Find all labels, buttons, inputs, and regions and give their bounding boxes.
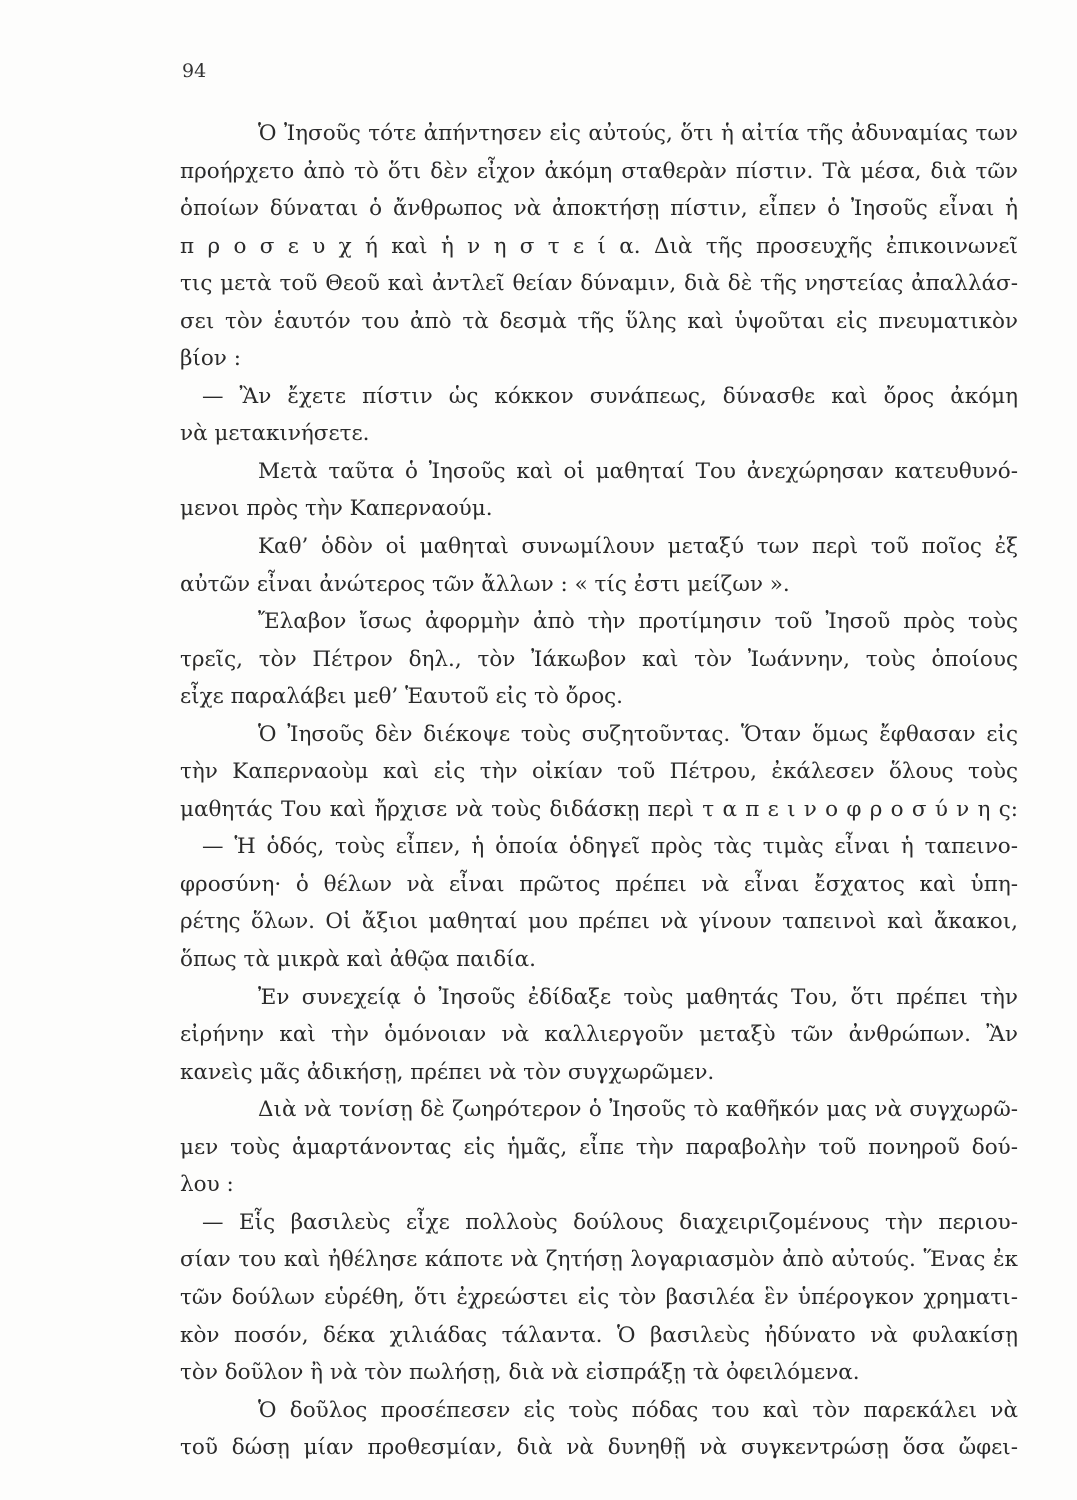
text-line: — Ἡ ὁδός, τοὺς εἶπεν, ἡ ὁποία ὁδηγεῖ πρὸς τὰς τιμὰς εἶναι ἡ ταπεινο- [202,834,1018,860]
text-line: Ἔλαβον ἴσως ἀφορμὴν ἀπὸ τὴν προτίμησιν τοῦ Ἰησοῦ πρὸς τοὺς [258,609,1018,635]
text-line: μαθητάς Του καὶ ἤρχισε νὰ τοὺς διδάσκῃ περὶ τ α π ε ι ν ο φ ρ ο σ ύ ν η ς: [180,796,1018,822]
text-line: σει τὸν ἑαυτόν του ἀπὸ τὰ δεσμὰ τῆς ὕλης καὶ ὑψοῦται εἰς πνευματικὸν [180,308,1018,334]
text-line: π ρ ο σ ε υ χ ή καὶ ἡ ν η σ τ ε ί α. Διὰ τῆς προσευχῆς ἐπικοινωνεῖ [180,233,1018,259]
text-line: νὰ μετακινήσετε. [180,421,370,447]
text-line: τις μετὰ τοῦ Θεοῦ καὶ ἀντλεῖ θείαν δύναμιν, διὰ δὲ τῆς νηστείας ἀπαλλάσ- [180,271,1018,297]
text-line: ρέτης ὅλων. Οἱ ἄξιοι μαθηταί μου πρέπει νὰ γίνουν ταπεινοὶ καὶ ἄκακοι, [180,909,1018,935]
text-line: εἶχε παραλάβει μεθ’ Ἑαυτοῦ εἰς τὸ ὄρος. [180,684,624,710]
text-line: κὸν ποσόν, δέκα χιλιάδας τάλαντα. Ὁ βασιλεὺς ἠδύνατο νὰ φυλακίσῃ [180,1322,1018,1348]
text-line: τὸν δοῦλον ἢ νὰ τὸν πωλήσῃ, διὰ νὰ εἰσπράξῃ τὰ ὀφειλόμενα. [180,1360,860,1386]
text-line: Ὁ Ἰησοῦς δὲν διέκοψε τοὺς συζητοῦντας. Ὅταν ὅμως ἔφθασαν εἰς [258,721,1018,747]
page-number: 94 [182,60,207,82]
body-text [180,115,1018,1467]
text-line: τρεῖς, τὸν Πέτρον δηλ., τὸν Ἰάκωβον καὶ τὸν Ἰωάννην, τοὺς ὁποίους [180,646,1018,672]
text-line: Ἐν συνεχείᾳ ὁ Ἰησοῦς ἐδίδαξε τοὺς μαθητάς Του, ὅτι πρέπει τὴν [258,984,1018,1010]
text-line: Μετὰ ταῦτα ὁ Ἰησοῦς καὶ οἱ μαθηταί Του ἀνεχώρησαν κατευθυνό- [258,458,1018,484]
text-line: βίον : [180,346,241,372]
text-line: Διὰ νὰ τονίσῃ δὲ ζωηρότερον ὁ Ἰησοῦς τὸ καθῆκόν μας νὰ συγχωρῶ- [258,1097,1018,1123]
text-line: τῶν δούλων εὑρέθη, ὅτι ἐχρεώστει εἰς τὸν βασιλέα ἓν ὑπέρογκον χρηματι- [180,1284,1018,1310]
text-line: τοῦ δώσῃ μίαν προθεσμίαν, διὰ νὰ δυνηθῇ νὰ συγκεντρώσῃ ὅσα ὤφει- [180,1435,1018,1461]
text-line: Ὁ Ἰησοῦς τότε ἀπήντησεν εἰς αὐτούς, ὅτι ἡ αἰτία τῆς ἀδυναμίας των [258,121,1018,146]
text-line: Καθ’ ὁδὸν οἱ μαθηταὶ συνωμίλουν μεταξύ των περὶ τοῦ ποῖος ἐξ [258,534,1018,560]
text-line: μεν τοὺς ἁμαρτάνοντας εἰς ἡμᾶς, εἶπε τὴν παραβολὴν τοῦ πονηροῦ δού- [180,1134,1018,1160]
text-line: — Εἷς βασιλεὺς εἶχε πολλοὺς δούλους διαχειριζομένους τὴν περιου- [202,1209,1018,1235]
text-line: τὴν Καπερναοὺμ καὶ εἰς τὴν οἰκίαν τοῦ Πέτρου, ἐκάλεσεν ὅλους τοὺς [180,759,1018,785]
text-line: Ὁ δοῦλος προσέπεσεν εἰς τοὺς πόδας του καὶ τὸν παρεκάλει νὰ [258,1397,1018,1423]
text-line: προήρχετο ἀπὸ τὸ ὅτι δὲν εἶχον ἀκόμη σταθερὰν πίστιν. Τὰ μέσα, διὰ τῶν [180,158,1018,184]
text-line: σίαν του καὶ ἠθέλησε κάποτε νὰ ζητήσῃ λογαριασμὸν ἀπὸ αὐτούς. Ἕνας ἐκ [180,1247,1018,1273]
text-line: φροσύνη· ὁ θέλων νὰ εἶναι πρῶτος πρέπει νὰ εἶναι ἔσχατος καὶ ὑπη- [180,871,1018,897]
text-line: εἰρήνην καὶ τὴν ὁμόνοιαν νὰ καλλιεργοῦν μεταξὺ τῶν ἀνθρώπων. Ἂν [180,1022,1018,1048]
text-line: αὐτῶν εἶναι ἀνώτερος τῶν ἄλλων : « τίς ἐστι μείζων ». [180,571,790,597]
text-line: μενοι πρὸς τὴν Καπερναούμ. [180,496,493,522]
text-line: κανεὶς μᾶς ἀδικήσῃ, πρέπει νὰ τὸν συγχωρῶμεν. [180,1059,715,1085]
text-line: ὁποίων δύναται ὁ ἄνθρωπος νὰ ἀποκτήσῃ πίστιν, εἶπεν ὁ Ἰησοῦς εἶναι ἡ [180,196,1018,222]
text-line: λου : [180,1172,234,1198]
text-line: ὅπως τὰ μικρὰ καὶ ἀθῷα παιδία. [180,947,536,973]
text-line: — Ἂν ἔχετε πίστιν ὡς κόκκον συνάπεως, δύνασθε καὶ ὄρος ἀκόμη [202,383,1018,409]
